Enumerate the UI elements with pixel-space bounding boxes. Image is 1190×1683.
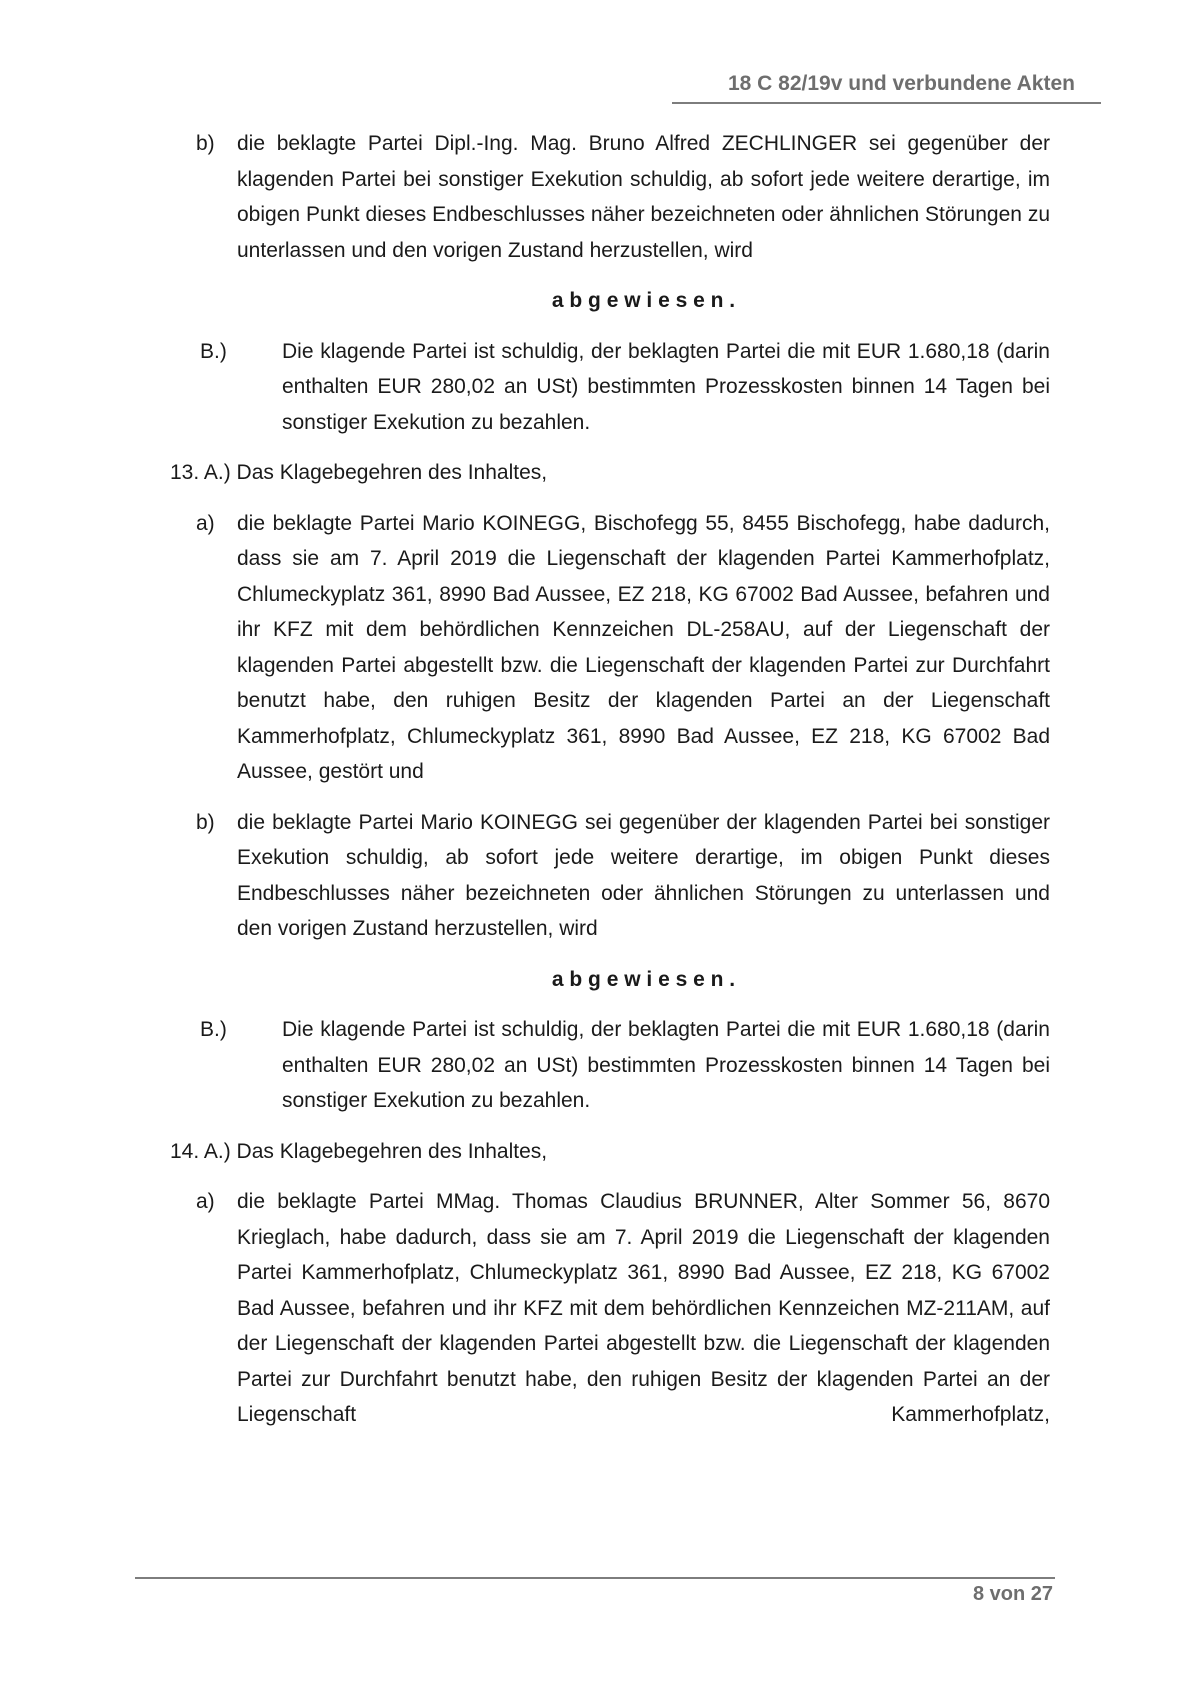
verdict-text: a b g e w i e s e n . <box>551 289 736 312</box>
clause-label: B.) <box>200 339 227 363</box>
clause-13b <box>163 805 1050 947</box>
clause-label: a) <box>196 1190 215 1213</box>
clause-13a <box>163 506 1050 790</box>
clause-text: Die klagende Partei ist schuldig, der beklagten Partei die mit EUR 1.680,18 (darin enthalten EUR 280,02 an USt) bestimmten Prozesskosten binnen 14 Tagen bei sonstiger Exekution zu bezahlen. <box>282 339 1050 434</box>
clause-text: die beklagte Partei Mario KOINEGG sei gegenüber der klagenden Partei bei sonstiger Exekution schuldig, ab sofort jede weitere derartige, im obigen Punkt dieses Endbeschlusses näher bezeichneten oder ähnlichen Störungen zu unterlassen und den vorigen Zustand herzustellen, wird <box>237 810 1050 940</box>
clause-12B-costs <box>163 334 1050 441</box>
clause-13B-costs <box>163 1012 1050 1119</box>
clause-label: b) <box>196 810 215 834</box>
clause-text: Die klagende Partei ist schuldig, der beklagten Partei die mit EUR 1.680,18 (darin enthalten EUR 280,02 an USt) bestimmten Prozesskosten binnen 14 Tagen bei sonstiger Exekution zu bezahlen. <box>282 1018 1050 1112</box>
page-number: 8 von 27 <box>972 1583 1053 1605</box>
document-content <box>163 126 1050 1448</box>
clause-label: B.) <box>200 1018 227 1041</box>
clause-14a <box>163 1184 1050 1433</box>
footer-divider <box>135 1577 1055 1579</box>
clause-text: die beklagte Partei MMag. Thomas Claudius BRUNNER, Alter Sommer 56, 8670 Krieglach, habe dadurch, dass sie am 7. April 2019 die Liegenschaft der klagenden Partei Kammerhofplatz, Chlumeckyplatz 361, 8990 Bad Aussee, EZ 218, KG 67002 Bad Aussee, befahren und ihr KFZ mit dem behördlichen Kennzeichen MZ-211AM, auf der Liegenschaft der klagenden Partei abgestellt bzw. die Liegenschaft der klagenden Partei zur Durchfahrt benutzt habe, den ruhigen Besitz der klagenden Partei an der Liegenschaft Kammerhofplatz, <box>237 1190 1050 1426</box>
clause-label: a) <box>196 511 215 535</box>
verdict-line-2 <box>163 962 1050 998</box>
clause-text: die beklagte Partei Dipl.-Ing. Mag. Bruno Alfred ZECHLINGER sei gegenüber der klagenden Partei bei sonstiger Exekution schuldig, ab sofort jede weitere derartige, im obigen Punkt dieses Endbeschlusses näher bezeichneten oder ähnlichen Störungen zu unterlassen und den vorigen Zustand herzustellen, wird <box>237 132 1050 262</box>
section-heading-13 <box>163 455 1050 491</box>
clause-label: b) <box>196 132 215 155</box>
verdict-line-1 <box>163 283 1050 319</box>
case-reference: 18 C 82/19v und verbundene Akten <box>727 72 1075 95</box>
clause-text: die beklagte Partei Mario KOINEGG, Bischofegg 55, 8455 Bischofegg, habe dadurch, dass sie am 7. April 2019 die Liegenschaft der klagenden Partei Kammerhofplatz, Chlumeckyplatz 361, 8990 Bad Aussee, EZ 218, KG 67002 Bad Aussee, befahren und ihr KFZ mit dem behördlichen Kennzeichen DL-258AU, auf der Liegenschaft der klagenden Partei abgestellt bzw. die Liegenschaft der klagenden Partei zur Durchfahrt benutzt habe, den ruhigen Besitz der klagenden Partei an der Liegenschaft Kammerhofplatz, Chlumeckyplatz 361, 8990 Bad Aussee, EZ 218, KG 67002 Bad Aussee, gestört und <box>237 511 1050 783</box>
section-heading-14 <box>163 1134 1050 1170</box>
page-footer <box>973 1583 1053 1606</box>
clause-12b <box>163 126 1050 268</box>
page-header <box>672 72 1101 104</box>
section-heading-text: 14. A.) Das Klagebegehren des Inhaltes, <box>170 1139 548 1163</box>
verdict-text: a b g e w i e s e n . <box>551 967 736 991</box>
section-heading-text: 13. A.) Das Klagebegehren des Inhaltes, <box>170 461 548 484</box>
